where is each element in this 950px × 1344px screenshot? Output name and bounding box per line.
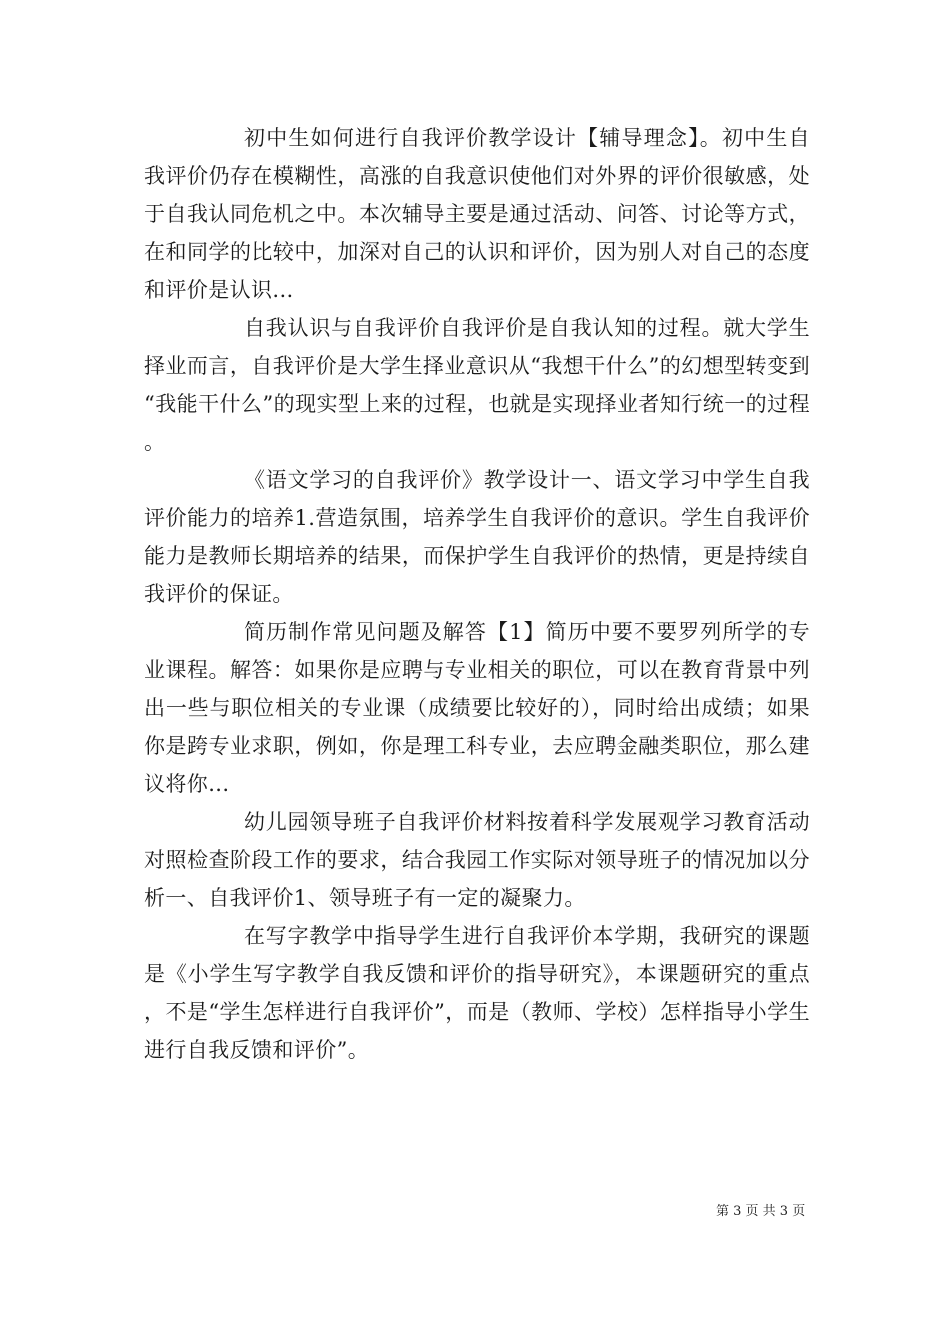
paragraph-3: 《语文学习的自我评价》教学设计一、语文学习中学生自我评价能力的培养1.营造氛围，培养学生自我评价的意识。学生自我评价能力是教师长期培养的结果，而保护学生自我评价的热情，更是持续自我评价的保证。 — [144, 468, 810, 606]
paragraph-6: 在写字教学中指导学生进行自我评价本学期，我研究的课题是《小学生写字教学自我反馈和评价的指导研究》，本课题研究的重点，不是“学生怎样进行自我评价”，而是（教师、学校）怎样指导小学生进行自我反馈和评价”。 — [144, 924, 810, 1062]
document-body — [144, 119, 810, 1069]
paragraph-2: 自我认识与自我评价自我评价是自我认知的过程。就大学生择业而言，自我评价是大学生择业意识从“我想干什么”的幻想型转变到“我能干什么”的现实型上来的过程，也就是实现择业者知行统一的过程。 — [144, 316, 810, 454]
page-number: 第 3 页 共 3 页 — [716, 1204, 806, 1219]
paragraph-5: 幼儿园领导班子自我评价材料按着科学发展观学习教育活动对照检查阶段工作的要求，结合我园工作实际对领导班子的情况加以分析一、自我评价1、领导班子有一定的凝聚力。 — [144, 810, 810, 910]
paragraph-4: 简历制作常见问题及解答【1】简历中要不要罗列所学的专业课程。解答：如果你是应聘与专业相关的职位，可以在教育背景中列出一些与职位相关的专业课（成绩要比较好的），同时给出成绩；如果你是跨专业求职，例如，你是理工科专业，去应聘金融类职位，那么建议将你... — [144, 620, 810, 796]
paragraph-1: 初中生如何进行自我评价教学设计【辅导理念】。初中生自我评价仍存在模糊性，高涨的自我意识使他们对外界的评价很敏感，处于自我认同危机之中。本次辅导主要是通过活动、问答、讨论等方式，在和同学的比较中，加深对自己的认识和评价，因为别人对自己的态度和评价是认识... — [144, 126, 810, 302]
